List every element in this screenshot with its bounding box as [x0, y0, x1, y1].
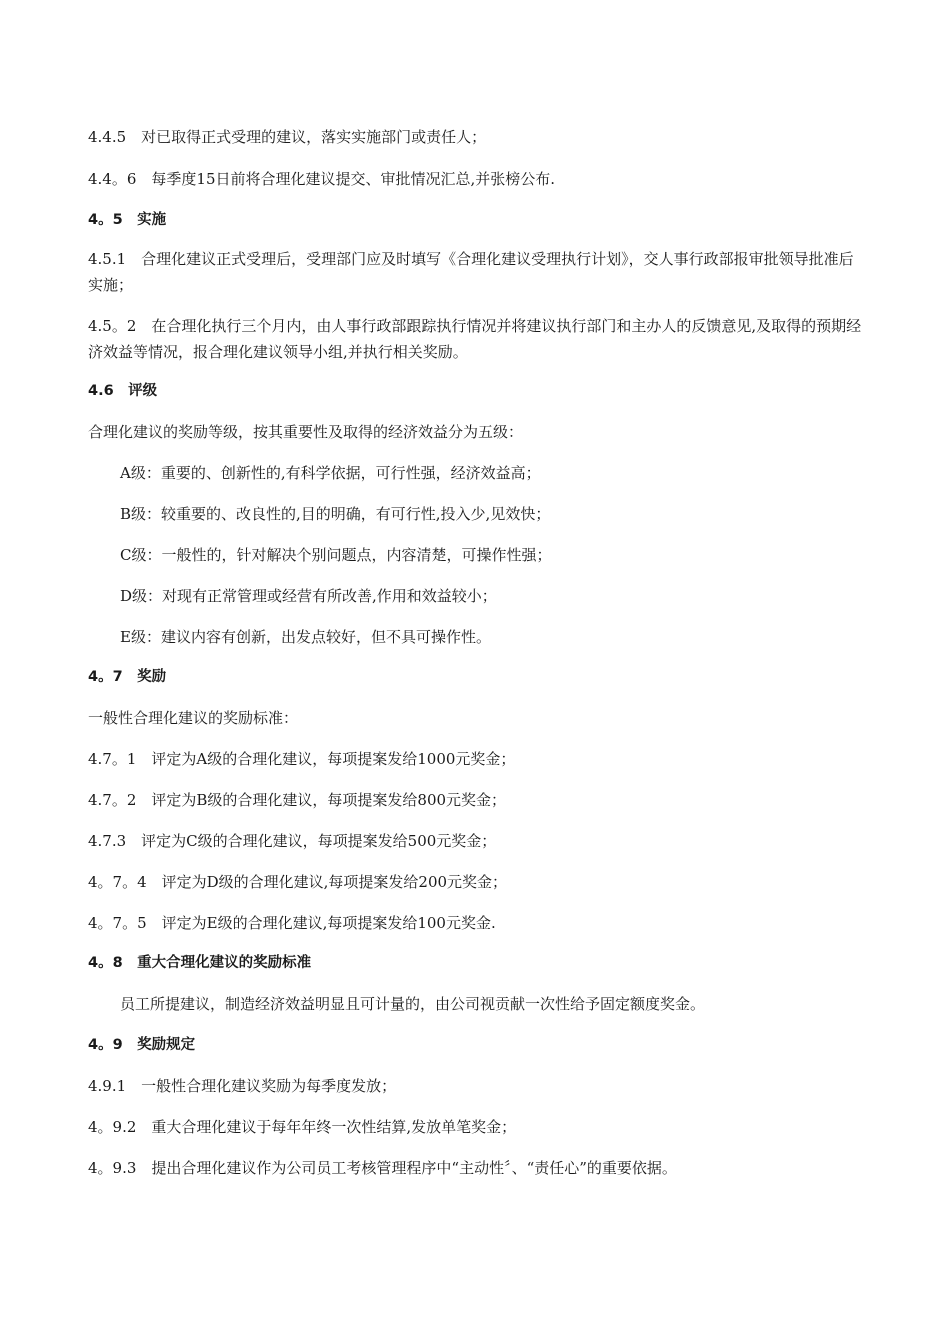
- grade-d: D级：对现有正常管理或经营有所改善,作用和效益较小；: [120, 587, 497, 605]
- grade-c: C级：一般性的，针对解决个别问题点，内容清楚，可操作性强；: [120, 546, 552, 564]
- section-heading-4-6: 4.6 评级: [88, 383, 158, 399]
- clause-4-7-5: 4。7。5 评定为E级的合理化建议,每项提案发给100元奖金.: [88, 914, 496, 932]
- clause-4-5-1: 4.5.1 合理化建议正式受理后，受理部门应及时填写《合理化建议受理执行计划》，交人事行政部报审批领导批准后实施；: [88, 250, 854, 294]
- clause-4-9-2: 4。9.2 重大合理化建议于每年年终一次性结算,发放单笔奖金；: [88, 1118, 517, 1136]
- section-heading-4-8: 4。8 重大合理化建议的奖励标准: [88, 955, 312, 971]
- clause-4-9-1: 4.9.1 一般性合理化建议奖励为每季度发放；: [88, 1077, 397, 1095]
- clause-4-4-5: 4.4.5 对已取得正式受理的建议，落实实施部门或责任人；: [88, 128, 487, 146]
- clause-4-7-2: 4.7。2 评定为B级的合理化建议，每项提案发给800元奖金；: [88, 791, 507, 809]
- clause-4-9-3: 4。9.3 提出合理化建议作为公司员工考核管理程序中“主动性〞、“责任心”的重要依据。: [88, 1159, 677, 1177]
- clause-4-7-3: 4.7.3 评定为C级的合理化建议，每项提案发给500元奖金；: [88, 832, 497, 850]
- section-heading-4-9: 4。9 奖励规定: [88, 1037, 196, 1053]
- major-reward-standard: 员工所提建议，制造经济效益明显且可计量的，由公司视贡献一次性给予固定额度奖金。: [120, 995, 706, 1013]
- grading-intro: 合理化建议的奖励等级，按其重要性及取得的经济效益分为五级：: [88, 423, 524, 441]
- clause-4-7-1: 4.7。1 评定为A级的合理化建议，每项提案发给1000元奖金；: [88, 750, 516, 768]
- clause-4-5-2: 4.5。2 在合理化执行三个月内，由人事行政部跟踪执行情况并将建议执行部门和主办人的反馈意见,及取得的预期经济效益等情况，报合理化建议领导小组,并执行相关奖励。: [88, 317, 862, 361]
- clause-4-4-6: 4.4。6 每季度15日前将合理化建议提交、审批情况汇总,并张榜公布.: [88, 170, 556, 188]
- section-heading-4-5: 4。5 实施: [88, 212, 167, 228]
- grade-a: A级：重要的、创新性的,有科学依据，可行性强，经济效益高；: [120, 464, 541, 482]
- section-heading-4-7: 4。7 奖励: [88, 669, 167, 685]
- grade-b: B级：较重要的、改良性的,目的明确，有可行性,投入少,见效快；: [120, 505, 551, 523]
- grade-e: E级：建议内容有创新，出发点较好，但不具可操作性。: [120, 628, 491, 646]
- reward-intro: 一般性合理化建议的奖励标准：: [88, 709, 299, 727]
- clause-4-7-4: 4。7。4 评定为D级的合理化建议,每项提案发给200元奖金；: [88, 873, 508, 891]
